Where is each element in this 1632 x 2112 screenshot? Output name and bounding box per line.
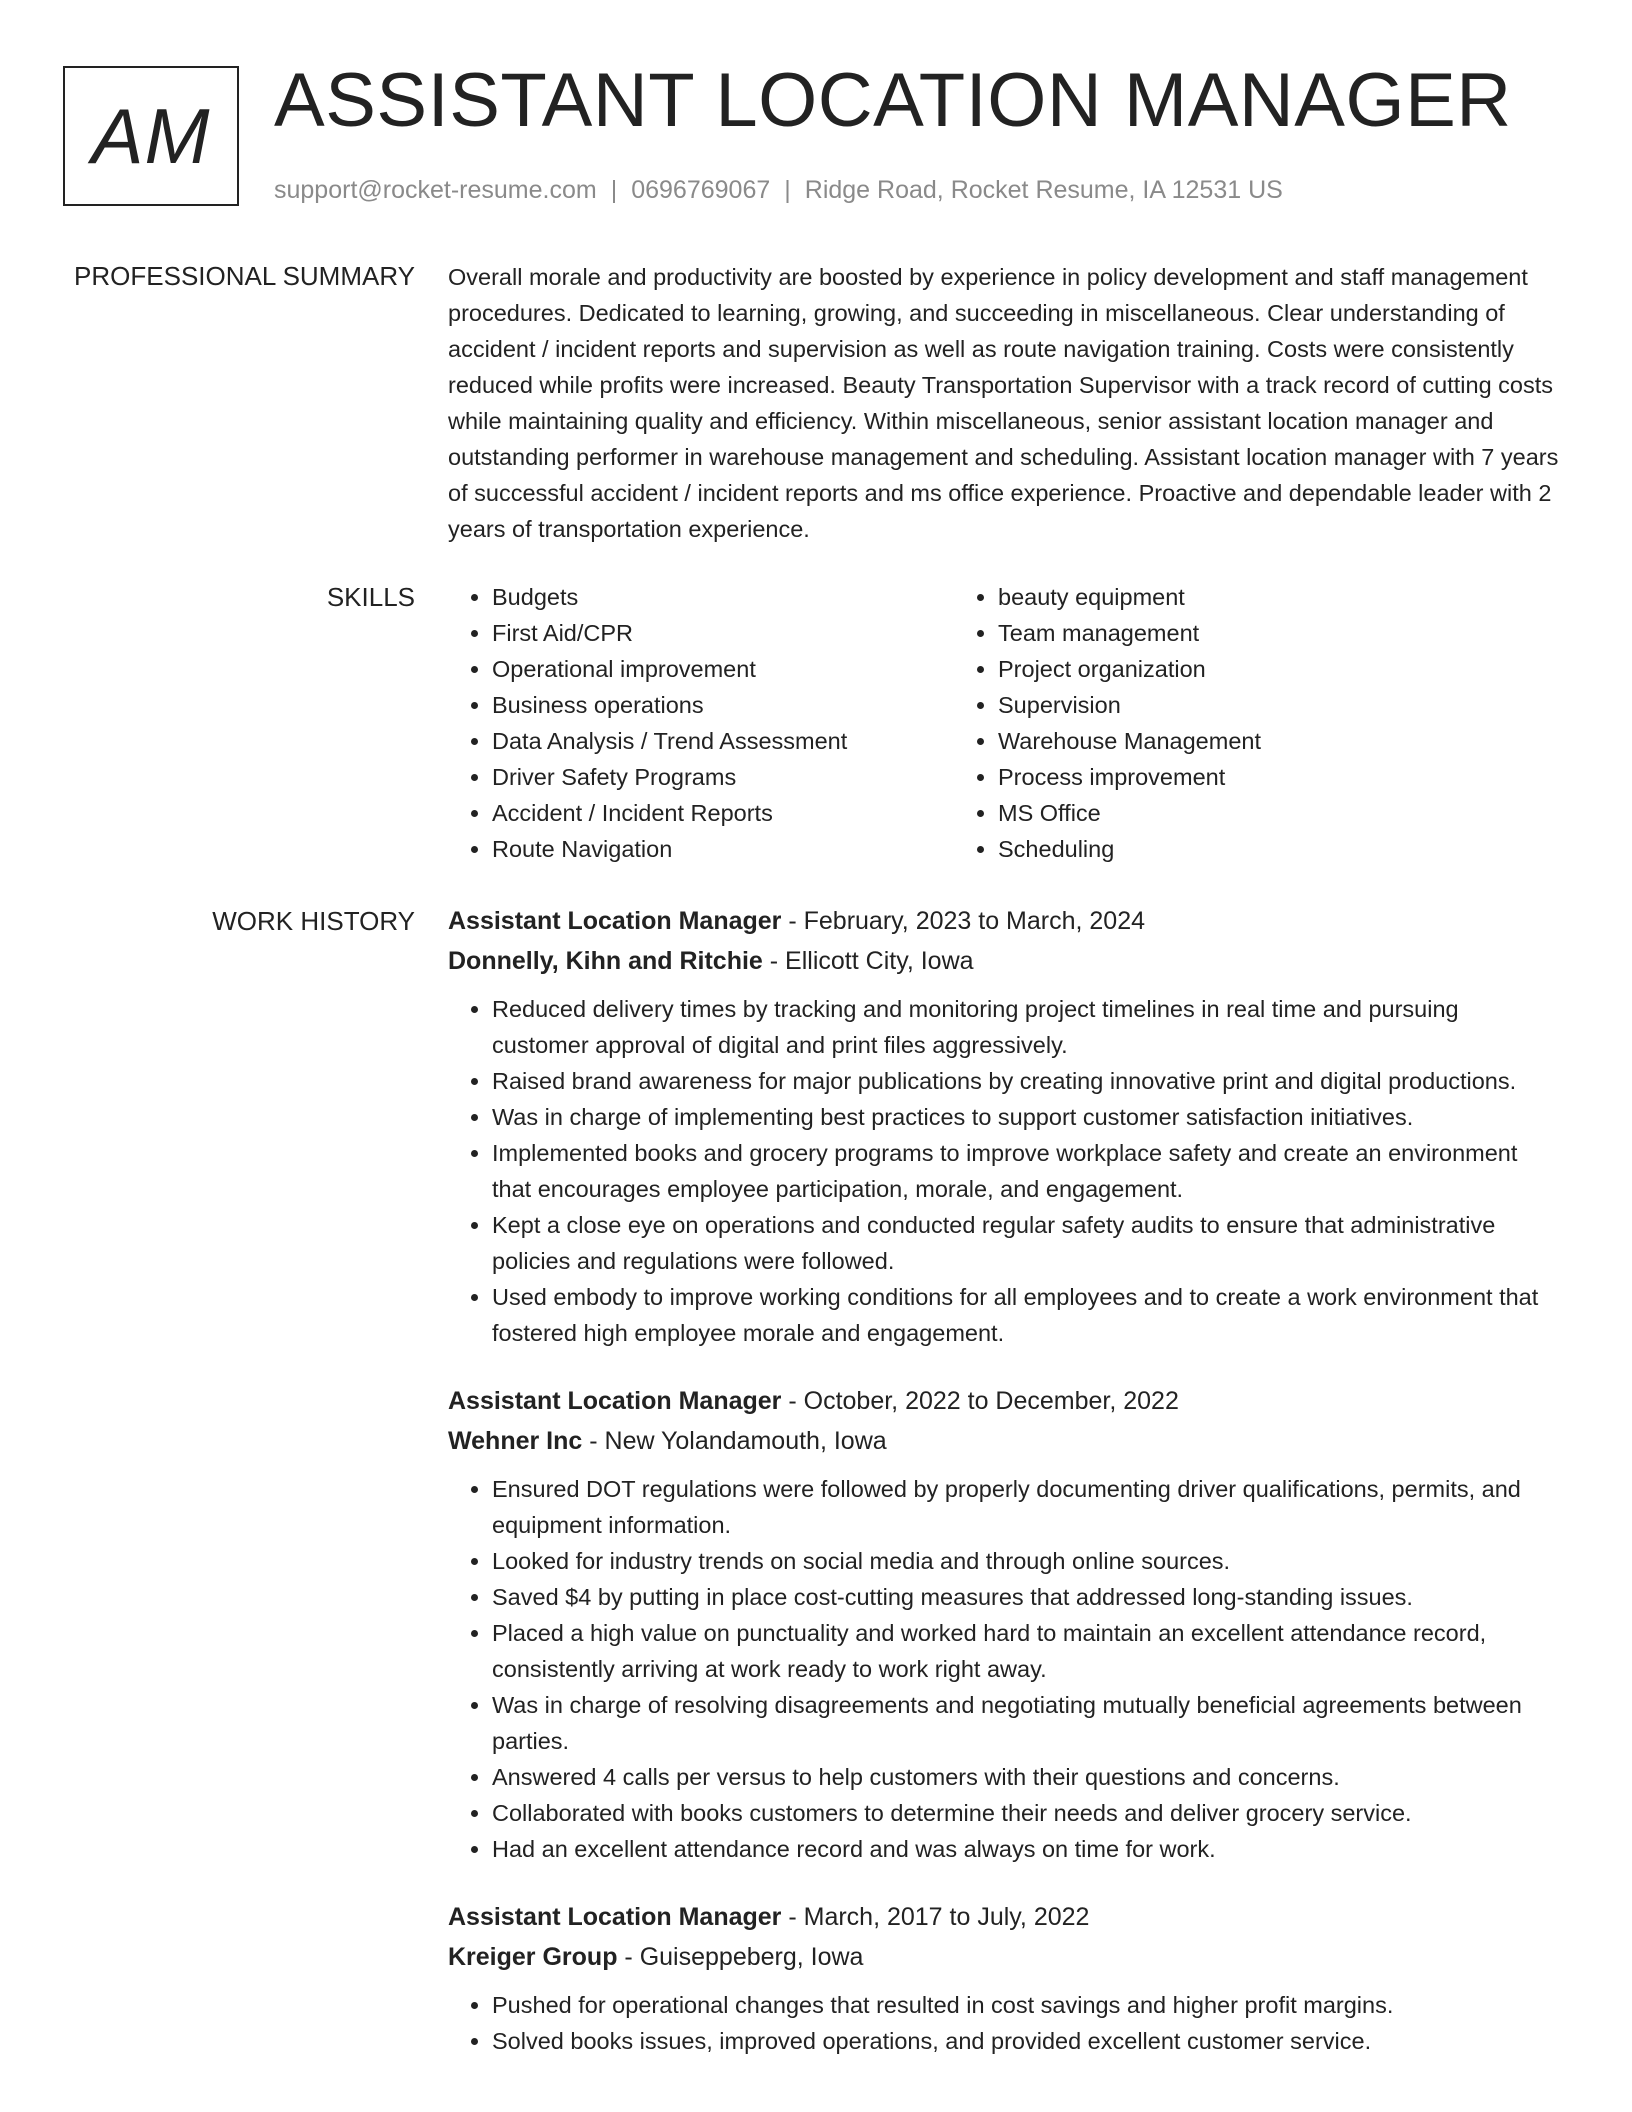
job-bullet: • Used embody to improve working conditions for all employees and to create a work environment that fostered high employee morale and engagement. (492, 1279, 1560, 1351)
job-dates: - October, 2022 to December, 2022 (781, 1387, 1179, 1415)
skill-item: • Operational improvement (492, 651, 954, 687)
job-bullet: • Solved books issues, improved operations, and provided excellent customer service. (492, 2023, 1560, 2059)
job-location: - Ellicott City, Iowa (762, 947, 974, 975)
job-bullet: • Had an excellent attendance record and was always on time for work. (492, 1831, 1560, 1867)
skill-item: • Warehouse Management (998, 723, 1514, 759)
job-dates: - February, 2023 to March, 2024 (781, 907, 1146, 935)
job-bullet: • Answered 4 calls per versus to help customers with their questions and concerns. (492, 1759, 1560, 1795)
resume-title: ASSISTANT LOCATION MANAGER (274, 58, 1512, 143)
skill-item: • Route Navigation (492, 831, 954, 867)
job-company: Donnelly, Kihn and Ritchie (448, 947, 763, 975)
job-title-line (448, 1381, 1560, 1421)
job-bullet: • Was in charge of implementing best practices to support customer satisfaction initiatives. (492, 1099, 1560, 1135)
job-title-line (448, 1897, 1560, 1937)
skill-item: • Team management (998, 615, 1514, 651)
job-bullet: • Kept a close eye on operations and conducted regular safety audits to ensure that administrative policies and regulations were followed. (492, 1207, 1560, 1279)
job-bullets (448, 991, 1560, 1351)
job-location: - Guiseppeberg, Iowa (617, 1943, 864, 1971)
contact-email[interactable]: support@rocket-resume.com (274, 176, 597, 204)
summary-text: Overall morale and productivity are boosted by experience in policy development and staff management procedures. Dedicated to learning, growing, and succeeding in miscellaneous. Clear understanding of accident / incident reports and supervision as well as route navigation training. Costs were consistently reduced while profits were increased. Beauty Transportation Supervisor with a track record of cutting costs while maintaining quality and efficiency. Within miscellaneous, senior assistant location manager and outstanding performer in warehouse management and scheduling. Assistant location manager with 7 years of successful accident / incident reports and ms office experience. Proactive and dependable leader with 2 years of transportation experience. (448, 264, 1559, 542)
job-position: Assistant Location Manager (448, 907, 782, 935)
job-bullet: • Was in charge of resolving disagreements and negotiating mutually beneficial agreements between parties. (492, 1687, 1560, 1759)
contact-address: Ridge Road, Rocket Resume, IA 12531 US (804, 176, 1283, 204)
skills-list-left (448, 579, 954, 867)
job-bullet: • Looked for industry trends on social media and through online sources. (492, 1543, 1560, 1579)
job-dates: - March, 2017 to July, 2022 (781, 1903, 1090, 1931)
skill-item: • Supervision (998, 687, 1514, 723)
skill-item: • Scheduling (998, 831, 1514, 867)
skill-item: • MS Office (998, 795, 1514, 831)
contact-line (274, 174, 1283, 206)
job-bullets (448, 1471, 1560, 1867)
job-company-line (448, 1937, 1560, 1977)
job-company: Wehner Inc (448, 1427, 583, 1455)
job-company-line (448, 1421, 1560, 1461)
job-bullet: • Saved $4 by putting in place cost-cutting measures that addressed long-standing issues. (492, 1579, 1560, 1615)
job-bullet: • Implemented books and grocery programs to improve workplace safety and create an environment that encourages employee participation, morale, and engagement. (492, 1135, 1560, 1207)
job-bullet: • Collaborated with books customers to determine their needs and deliver grocery service. (492, 1795, 1560, 1831)
job-location: - New Yolandamouth, Iowa (582, 1427, 887, 1455)
job-entry (448, 901, 1560, 1351)
job-company: Kreiger Group (448, 1943, 618, 1971)
skill-item: • Budgets (492, 579, 954, 615)
job-entry (448, 1897, 1560, 2059)
contact-separator: | (610, 176, 618, 204)
skill-item: • Data Analysis / Trend Assessment (492, 723, 954, 759)
skill-item: • Driver Safety Programs (492, 759, 954, 795)
job-position: Assistant Location Manager (448, 1903, 782, 1931)
skill-item: • First Aid/CPR (492, 615, 954, 651)
job-bullet: • Raised brand awareness for major publications by creating innovative print and digital productions. (492, 1063, 1560, 1099)
summary-section (448, 259, 1560, 547)
job-bullet: • Ensured DOT regulations were followed by properly documenting driver qualifications, permits, and equipment information. (492, 1471, 1560, 1543)
job-company-line (448, 941, 1560, 981)
skills-list-right (954, 579, 1514, 867)
skills-section (448, 579, 1560, 867)
job-bullet: • Pushed for operational changes that resulted in cost savings and higher profit margins. (492, 1987, 1560, 2023)
job-bullets (448, 1987, 1560, 2059)
job-title-line (448, 901, 1560, 941)
work-history-section (448, 901, 1560, 2089)
job-bullet: • Reduced delivery times by tracking and monitoring project timelines in real time and pursuing customer approval of digital and print files aggressively. (492, 991, 1560, 1063)
skill-item: • beauty equipment (998, 579, 1514, 615)
summary-heading: PROFESSIONAL SUMMARY (74, 261, 415, 291)
job-bullet: • Placed a high value on punctuality and worked hard to maintain an excellent attendance record, consistently arriving at work ready to work right away. (492, 1615, 1560, 1687)
contact-separator: | (784, 176, 791, 204)
skill-item: • Process improvement (998, 759, 1514, 795)
job-entry (448, 1381, 1560, 1867)
work-history-heading: WORK HISTORY (212, 906, 415, 936)
skill-item: • Project organization (998, 651, 1514, 687)
contact-phone[interactable]: 0696769067 (631, 176, 771, 204)
skills-heading: SKILLS (326, 582, 415, 612)
monogram-initials: AM (91, 91, 211, 180)
job-position: Assistant Location Manager (448, 1387, 782, 1415)
skill-item: • Accident / Incident Reports (492, 795, 954, 831)
monogram-box (63, 66, 239, 206)
skill-item: • Business operations (492, 687, 954, 723)
